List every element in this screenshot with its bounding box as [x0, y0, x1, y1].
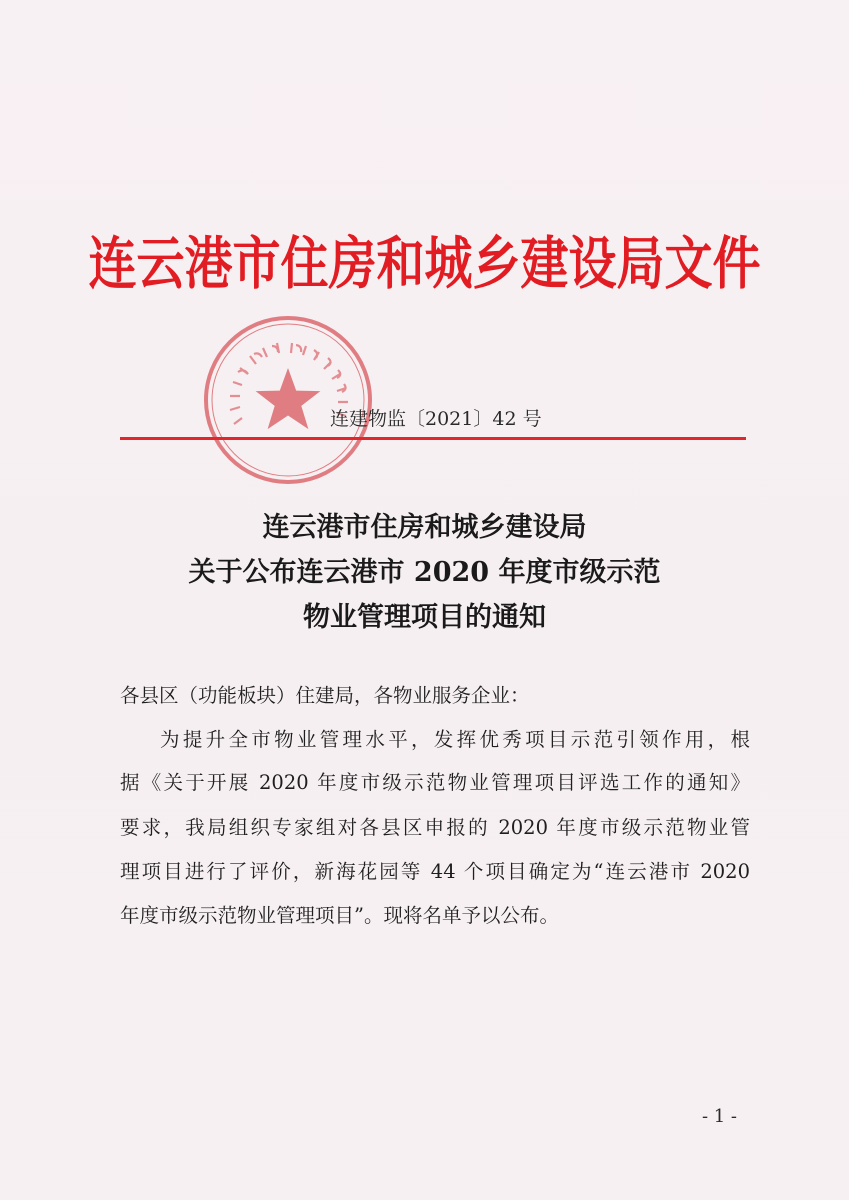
body-line: 为提升全市物业管理水平，发挥优秀项目示范引领作用，根 — [160, 728, 750, 751]
document-number: 连建物监〔2021〕42 号 — [330, 408, 542, 430]
addressee: 各县区（功能板块）住建局，各物业服务企业： — [120, 684, 530, 707]
notice-title-line-1: 连云港市住房和城乡建设局 — [262, 512, 587, 543]
official-seal-icon — [200, 312, 376, 488]
page-number: - 1 - — [701, 1106, 737, 1127]
body-line: 年度市级示范物业管理项目”。现将名单予以公布。 — [120, 904, 559, 927]
body-line: 理项目进行了评价，新海花园等 44 个项目确定为“连云港市 2020 — [120, 860, 750, 883]
body-line: 据《关于开展 2020 年度市级示范物业管理项目评选工作的通知》 — [120, 771, 750, 794]
body-line: 要求，我局组织专家组对各县区申报的 2020 年度市级示范物业管 — [120, 816, 750, 839]
notice-title-line-3: 物业管理项目的通知 — [303, 602, 546, 633]
notice-title-line-2: 关于公布连云港市 2020 年度市级示范 — [188, 557, 661, 588]
red-divider — [120, 437, 746, 440]
letterhead-title: 连云港市住房和城乡建设局文件 — [88, 230, 761, 298]
